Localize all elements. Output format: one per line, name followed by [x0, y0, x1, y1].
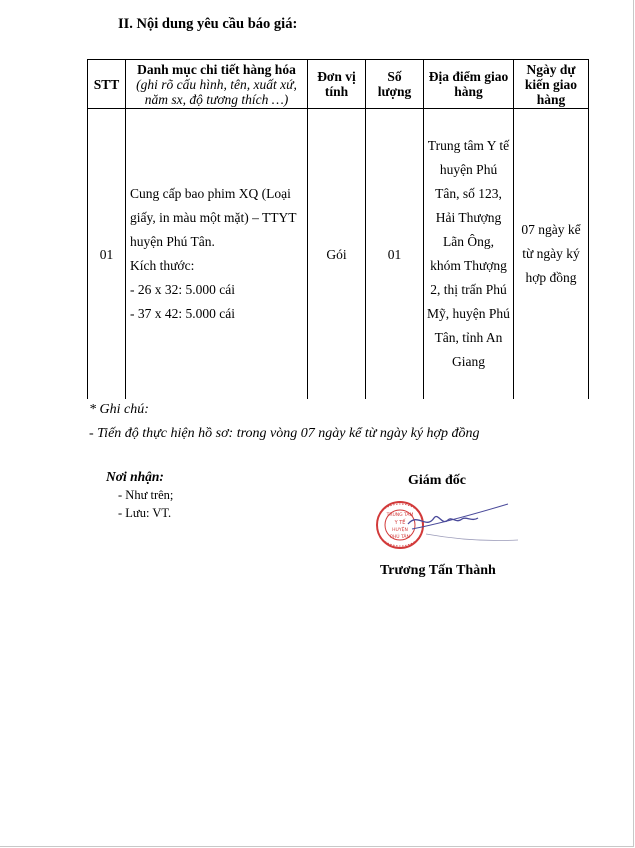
header-delivery-date: Ngày dự kiến giao hàng [514, 60, 589, 109]
svg-text:TRUNG TÂM: TRUNG TÂM [386, 513, 414, 518]
note-progress: - Tiến độ thực hiện hồ sơ: trong vòng 07 ngày kể từ ngày ký hợp đồng [89, 426, 480, 441]
table-header-row [88, 60, 589, 109]
header-item-detail-main: Danh mục chi tiết hàng hóa [137, 61, 296, 77]
cell-description [126, 109, 308, 400]
header-item-detail-sub: (ghi rõ cấu hình, tên, xuất xứ, năm sx, độ tương thích …) [136, 76, 297, 107]
header-location: Địa điểm giao hàng [424, 60, 514, 109]
section-title: II. Nội dung yêu cầu báo giá: [118, 16, 298, 32]
cell-location: Trung tâm Y tế huyện Phú Tân, số 123, Hải Thượng Lãn Ông, khóm Thượng 2, thị trấn Phú Mỹ, huyện Phú Tân, tỉnh An Giang [424, 109, 514, 400]
note-heading: * Ghi chú: [89, 402, 149, 417]
cell-unit: Gói [308, 109, 366, 400]
cell-quantity: 01 [366, 109, 424, 400]
header-item-detail [126, 60, 308, 109]
svg-text:HUYỆN: HUYỆN [392, 528, 408, 533]
header-unit: Đơn vị tính [308, 60, 366, 109]
cell-delivery-date: 07 ngày kể từ ngày ký hợp đồng [514, 109, 589, 400]
svg-text:Y TẾ: Y TẾ [394, 520, 406, 526]
seal-stamp [377, 502, 423, 548]
handwritten-signature [408, 504, 518, 541]
recipients-title: Nơi nhận: [106, 469, 164, 484]
director-title: Giám đốc [408, 473, 466, 488]
description-line: - 26 x 32: 5.000 cái [130, 282, 235, 297]
signature-block [368, 494, 518, 556]
description-line: Cung cấp bao phim XQ (Loại giấy, in màu một mặt) – TTYT huyện Phú Tân. [130, 186, 297, 249]
description-line: Kích thước: [130, 258, 195, 273]
description-line: - 37 x 42: 5.000 cái [130, 306, 235, 321]
official-seal-and-signature [368, 494, 518, 556]
cell-stt: 01 [88, 109, 126, 400]
signer-name: Trương Tấn Thành [380, 563, 496, 578]
header-quantity: Số lượng [366, 60, 424, 109]
recipient-item: - Như trên; [118, 488, 174, 502]
header-stt: STT [88, 60, 126, 109]
table-row [88, 109, 589, 400]
recipient-item: - Lưu: VT. [118, 506, 172, 520]
svg-text:PHÚ TÂN: PHÚ TÂN [390, 535, 410, 540]
quotation-table [87, 59, 589, 399]
